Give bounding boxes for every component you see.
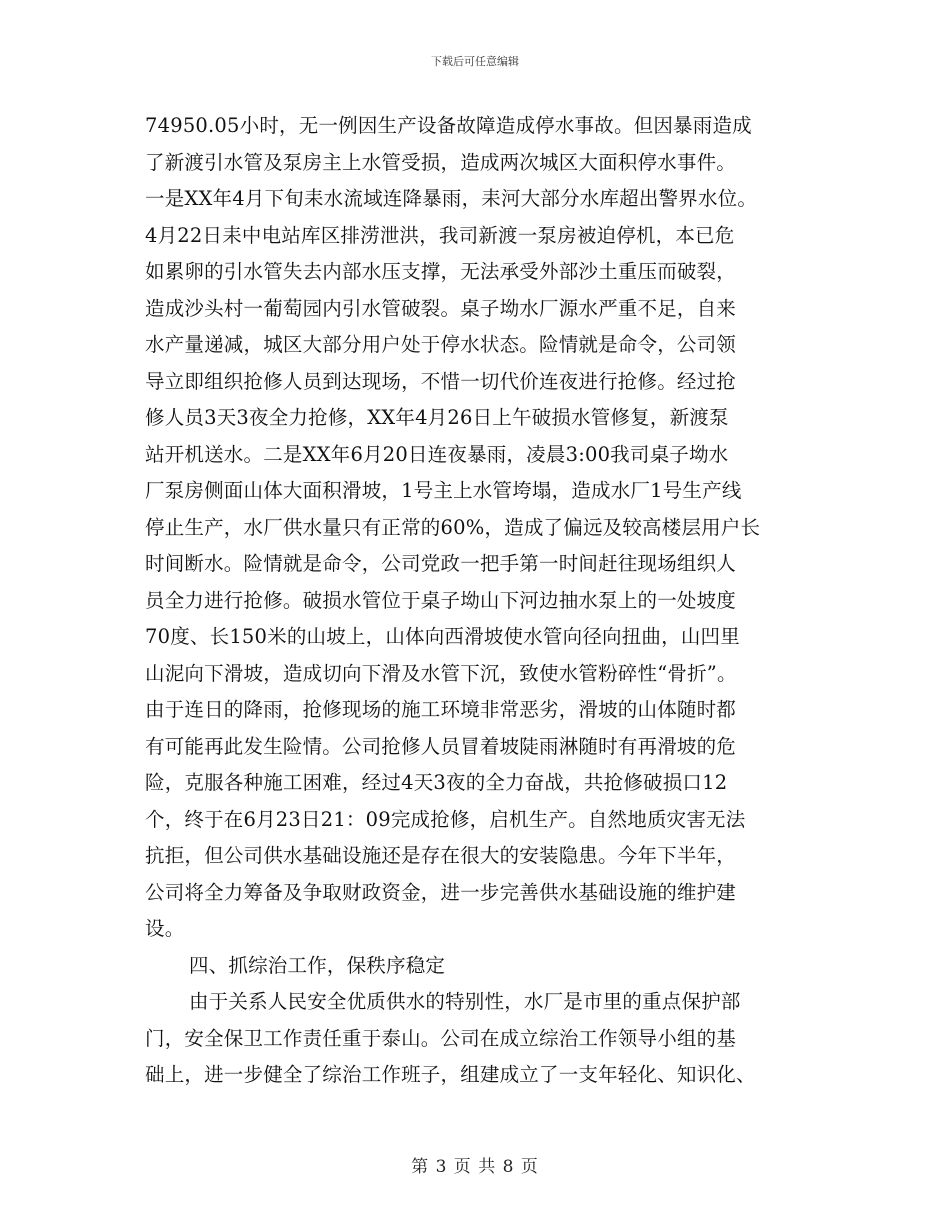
paragraph-line: 如累卵的引水管失去内部水压支撑，无法承受外部沙土重压而破裂， [145,260,737,283]
paragraph-line: 险，克服各种施工困难，经过4天3夜的全力奋战，共抢修破损口12 [145,771,728,794]
paragraph-line: 有可能再此发生险情。公司抢修人员冒着坡陡雨淋随时有再滑坡的危 [145,734,737,758]
paragraph-line: 时间断水。险情就是命令，公司党政一把手第一时间赶往现场组织人 [145,552,737,575]
paragraph-line: 停止生产，水厂供水量只有正常的60%，造成了偏远及较高楼层用户长 [145,515,761,539]
paragraph-line: 一是XX年4月下旬耒水流域连降暴雨，耒河大部分水库超出警界水位。 [145,187,758,210]
page-header: 下载后可任意编辑 [431,55,519,68]
paragraph-line: 抗拒，但公司供水基础设施还是存在很大的安装隐患。今年下半年， [145,844,737,867]
paragraph-line: 公司将全力筹备及争取财政资金，进一步完善供水基础设施的维护建 [145,880,737,904]
paragraph-line: 4月22日耒中电站库区排涝泄洪，我司新渡一泵房被迫停机，本已危 [145,223,735,247]
paragraph-line: 由于关系人民安全优质供水的特别性，水厂是市里的重点保护部 [189,990,741,1013]
paragraph-line: 个，终于在6月23日21：09完成抢修，启机生产。自然地质灾害无法 [145,807,746,831]
paragraph-line: 了新渡引水管及泵房主上水管受损，造成两次城区大面积停水事件。 [145,150,737,174]
paragraph-line: 站开机送水。二是XX年6月20日连夜暴雨，凌晨3:00我司桌子坳水 [145,442,729,466]
page-number: 第 3 页 共 8 页 [411,1157,539,1177]
paragraph-line: 修人员3天3夜全力抢修，XX年4月26日上午破损水管修复，新渡泵 [145,406,729,429]
paragraph-line: 由于连日的降雨，抢修现场的施工环境非常恶劣，滑坡的山体随时都 [145,698,737,721]
paragraph-line: 74950.05小时，无一例因生产设备故障造成停水事故。但因暴雨造成 [145,114,752,137]
paragraph-line: 员全力进行抢修。破损水管位于桌子坳山下河边抽水泵上的一处坡度 [145,588,737,612]
paragraph-line: 设。 [145,917,185,940]
paragraph-line: 导立即组织抢修人员到达现场，不惜一切代价连夜进行抢修。经过抢 [145,369,737,393]
paragraph-line: 造成沙头村一葡萄园内引水管破裂。桌子坳水厂源水严重不足，自来 [145,296,737,320]
section-heading: 四、抓综治工作，保秩序稳定 [189,953,446,977]
paragraph-line: 厂泵房侧面山体大面积滑坡，1号主上水管垮塌，造成水厂1号生产线 [145,479,742,502]
paragraph-line: 门，安全保卫工作责任重于泰山。公司在成立综治工作领导小组的基 [145,1026,737,1050]
paragraph-line: 山泥向下滑坡，造成切向下滑及水管下沉，致使水管粉碎性“骨折”。 [145,661,737,685]
paragraph-line: 础上，进一步健全了综治工作班子，组建成立了一支年轻化、知识化、 [145,1063,756,1086]
paragraph-line: 水产量递减，城区大部分用户处于停水状态。险情就是命令，公司领 [145,333,737,356]
document-body [145,108,821,1094]
paragraph-line: 70度、长150米的山坡上，山体向西滑坡使水管向径向扭曲，山凹里 [145,625,740,648]
